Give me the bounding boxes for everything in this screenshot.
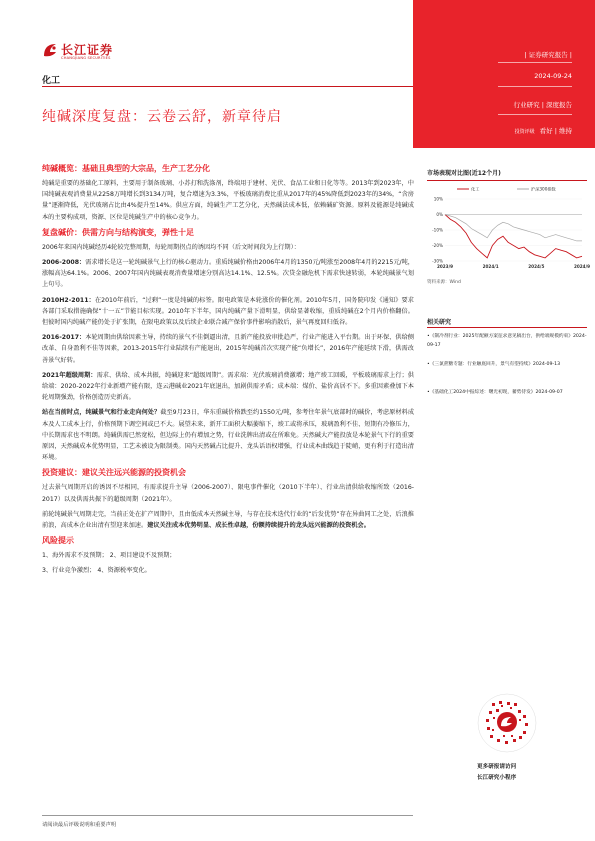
- chart-xtick-label: 2024/1: [482, 263, 499, 269]
- footer-disclaimer: 请阅读最后评级说明和重要声明: [42, 822, 117, 828]
- meta-divider-2: [498, 86, 572, 87]
- chart-ytick-label: -30%: [432, 258, 443, 264]
- paragraph-cycle-2006: [42, 257, 414, 291]
- paragraph-cycle-2010: [42, 295, 414, 329]
- cycle-2016-text: 本轮周期由供给因素主导，持续的景气不佳倒逼出清，且新产能投放审批趋严，行业产能进入平台期。出于环保、供给侧改革、自身盈利不佳等因素，2013-2015年行业陆续有产能退出，2015年纯碱首次实现产能“负增长”，2016年产能延续下滑，供需改善景气好转。: [42, 334, 414, 364]
- chart-title: 市场表现对比图(近12个月): [427, 170, 501, 177]
- cycle-2016-lead: 2016-2017：: [42, 334, 86, 342]
- chart-svg: [427, 181, 591, 276]
- risk-item-1: 1、海外需求不及预期； 2、项目建设不及预期；: [42, 552, 176, 560]
- investment-2-bold: 建议关注成本优势明显、成长性卓越，份额持续提升的龙头远兴能源的投资机会。: [147, 522, 370, 530]
- paragraph-overview: 纯碱是重要的基础化工原料，主要用于制备玻璃、小苏打和洗涤剂，终端用于建材、光伏、食品工业和日化等等。2013年到2023年，中国纯碱表观消费量从2258万吨增长到3134万吨，复合增速为3.3%，平板玻璃消费比重从2017年的45%降低到2023年的34%，“含房量”逐渐降低，光伏玻璃占比由4%提升至14%。供应方面，纯碱生产工艺分化，天然碱法成本低，依赖碱矿资源。原料及能源是纯碱成本的主要构成项，资源、区位是纯碱生产中的核心竞争力。: [42, 180, 414, 221]
- logo-text-en: CHANGJIANG SECURITIES: [61, 56, 111, 60]
- rating-row: [515, 126, 572, 135]
- report-category: 行业研究 | 深度报告: [513, 101, 572, 109]
- related-research-divider: [427, 327, 587, 328]
- risk-item-2: 3、行业竞争激烈； 4、资源税率变化。: [42, 567, 151, 575]
- outlook-lead: 站在当前时点，纯碱景气和行业走向何处？: [42, 409, 161, 417]
- logo-text-cn: 长江证券: [61, 43, 114, 57]
- paragraph-cycle-2021: [42, 370, 414, 404]
- chart-ytick-label: -10%: [432, 227, 443, 233]
- report-date: 2024-09-24: [534, 72, 572, 80]
- market-performance-chart: [427, 168, 591, 278]
- paragraph-cycle-2016: [42, 332, 414, 366]
- chart-legend-label: 化工: [471, 186, 480, 192]
- report-title: 纯碱深度复盘：云卷云舒，新章待启: [42, 109, 282, 125]
- meta-divider-1: [498, 62, 572, 63]
- paragraph-investment-2: [42, 509, 414, 531]
- cycle-2021-text: 需求、供给、成本共振，纯碱迎来“超级周期”。需求端：光伏玻璃消费激增；地产竣工回暖，平板玻璃需求上行；供给端：2020-2022年行业新增产能有限，连云港碱业2021年底退出，加剧供需矛盾；成本端：煤价、盐价高居不下。多重因素叠加下本轮周期强劲，价格创造历史新高。: [42, 371, 414, 402]
- section-heading-review: 复盘碱价：供需方向与结构演变，弹性十足: [42, 227, 194, 237]
- related-item-3[interactable]: •《基础化工2024中报综述：曙光初现，蓄势待发》2024-09-07: [427, 390, 563, 395]
- section-heading-overview: 纯碱概览：基础且典型的大宗品，生产工艺分化: [42, 164, 210, 173]
- chart-xtick-label: 2023/9: [436, 263, 454, 269]
- cycle-2021-lead: 2021年超级周期：: [42, 371, 97, 379]
- chart-xtick-label: 2024/9: [573, 263, 591, 269]
- qr-caption-line2: 长江研究小程序: [477, 775, 517, 781]
- qr-caption-line1: 更多研报请访问: [477, 764, 517, 770]
- paragraph-investment-1: 过去景气周期开启的诱因不尽相同，有需求提升主导（2006-2007）、限电事件催化（2010下半年）、行业出清供给收缩所致（2016-2017）以及供需共振下的超级周期（2021年）。: [42, 484, 414, 503]
- outlook-text: 截至9月23日，华东重碱价格跌至约1550元/吨，参考往年景气底部时的碱价，考虑原材料成本及人工成本上行，价格预期下调空间或已不大。展望未来，新开工面积大幅萎缩下，竣工或将承压，玻璃盈利不佳、短期有冷修压力，中长期需求也不明朗。纯碱供需已然宽松，但边际上仍有增加之势，行业洗牌出清或在所难免。天然碱大产能投放是本轮景气下行的重要原因，天然碱成本优势明显，工艺未被设为限制类。国内天然碱占比提升、龙头话语权增强，行业成本曲线趋于陡峭，更有利于打造出清环境。: [42, 409, 415, 462]
- rating-label: 投资评级: [514, 129, 535, 135]
- chart-ytick-label: 10%: [433, 196, 443, 202]
- report-type: | 证券研究报告 |: [524, 51, 572, 59]
- report-body: [42, 163, 414, 580]
- chart-xtick-label: 2024/5: [528, 263, 545, 269]
- cycle-2006-text: 需求增长是这一轮纯碱景气上行的核心驱动力。重质纯碱价格由2006年4月的1350元/吨涨至2008年4月的2215元/吨，涨幅高达64.1%。2006、2007年国内纯碱表观消费量增速分别高达14.1%、12.5%。次贷金融危机下需求快速转弱，本轮纯碱景气划上句号。: [42, 259, 414, 289]
- related-item-2[interactable]: •《三氯蔗糖专题：行业触底回升，景气有望持续》2024-09-13: [427, 362, 561, 367]
- cycle-2010-lead: 2010H2-2011：: [42, 296, 95, 304]
- chart-legend-label: 沪深300指数: [531, 186, 556, 192]
- header-divider: [42, 86, 413, 87]
- paragraph-cycles-intro: 2006年来国内纯碱经历4轮较完整周期，每轮周期拐点的诱因均不同（后文时间段为上行期）：: [42, 243, 300, 251]
- chart-source: 资料来源：Wind: [427, 280, 461, 285]
- chart-ytick-label: -20%: [432, 242, 443, 248]
- chart-ytick-label: 0%: [436, 211, 443, 217]
- section-heading-risk: 风险提示: [42, 536, 74, 546]
- chart-series-line-csi300: [445, 214, 582, 240]
- related-item-1[interactable]: •《制冷剂行业：2025年配额方案征求意见稿出台，供给端规模约束》2024-09-17: [427, 334, 587, 348]
- section-heading-investment: 投资建议：建议关注远兴能源的投资机会: [42, 468, 186, 478]
- mini-program-qr-code[interactable]: [477, 693, 537, 753]
- cycle-2006-lead: 2006-2008：: [42, 259, 86, 267]
- paragraph-outlook: [42, 407, 414, 463]
- meta-divider-3: [498, 114, 572, 115]
- industry-label: 化工: [42, 76, 61, 86]
- investment-2-text: 前轮纯碱景气周期走完，当前正处在扩产周期中，且由低成本天然碱主导，与存在技术迭代行业的“后发优势”存在异曲同工之处，后浪推前浪，高成本企业出清有望迎来加速。: [42, 510, 414, 530]
- related-research-title: 相关研究: [427, 319, 452, 326]
- cycle-2010-text: 在2010年前后，“过剩”一度是纯碱的标签。限电政策是本轮涨价的催化剂。2010年5月，国务院印发《通知》要求各部门采取措施确保“十一五”节能目标实现。2010年下半年，国内纯碱产量下滑明显，供给显著收缩，重质纯碱在2个月内价格翻倍。但彼时国内纯碱产能仍处于扩张期，在限电政策以及后续企业联合减产保价事件影响消散后，景气再度回归低谷。: [42, 296, 414, 327]
- rating-value: 看好 | 维持: [539, 127, 572, 135]
- logo: [42, 40, 132, 64]
- footer-divider: [42, 815, 413, 816]
- logo-mark-icon: [42, 42, 58, 58]
